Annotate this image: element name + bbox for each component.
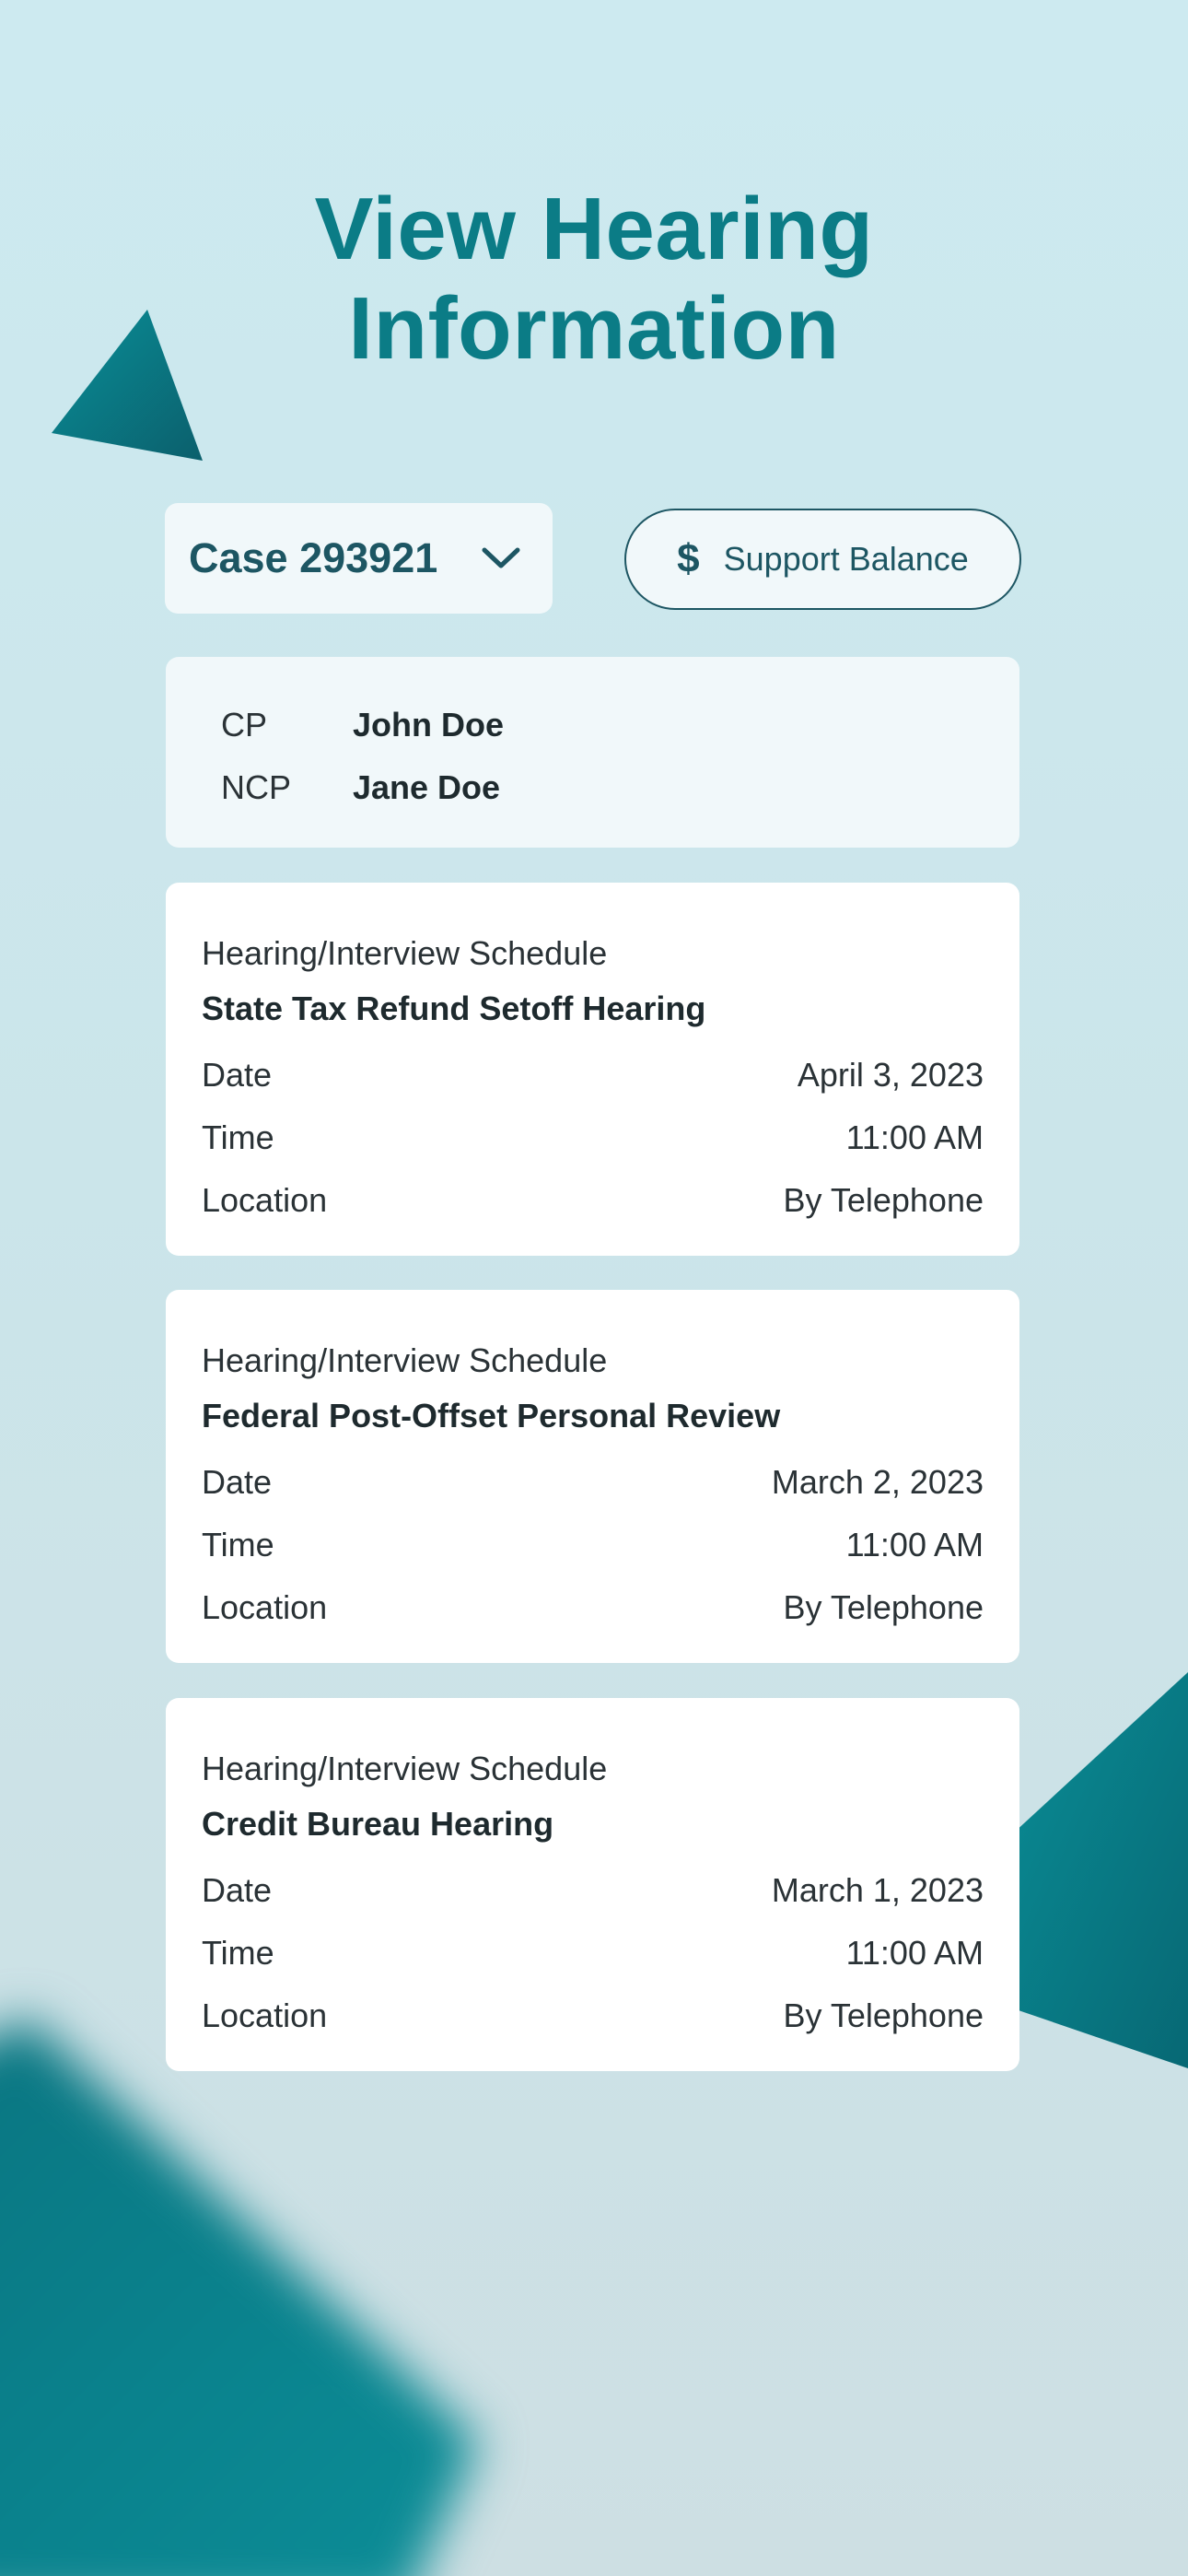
hearing-card[interactable] (166, 1698, 1019, 2071)
hearing-location-label: Location (202, 1181, 328, 1219)
hearing-location-row (202, 1576, 984, 1639)
hearing-card-kicker: Hearing/Interview Schedule (202, 1750, 608, 1787)
hearing-card[interactable] (166, 883, 1019, 1256)
party-role: CP (221, 706, 268, 744)
hearing-time-value: 11:00 AM (845, 1934, 984, 1972)
parties-card (166, 657, 1019, 848)
hearing-date-row (202, 1044, 984, 1107)
hearing-date-label: Date (202, 1871, 273, 1909)
party-name: Jane Doe (353, 768, 501, 806)
hearing-time-value: 11:00 AM (845, 1118, 984, 1156)
hearing-location-value: By Telephone (783, 1996, 984, 2034)
hearing-time-value: 11:00 AM (845, 1526, 984, 1563)
page-title-line-2: Information (348, 279, 840, 378)
hearing-date-value: March 1, 2023 (771, 1871, 984, 1909)
support-balance-button[interactable] (624, 509, 1021, 610)
hearing-card-kicker: Hearing/Interview Schedule (202, 1341, 608, 1379)
decorative-triangle-right (1013, 1672, 1188, 2068)
hearing-date-value: March 2, 2023 (771, 1463, 984, 1501)
party-name: John Doe (353, 706, 505, 744)
hearing-date-label: Date (202, 1463, 273, 1501)
page-title (0, 180, 1188, 379)
hearing-date-value: April 3, 2023 (797, 1056, 984, 1094)
hearing-time-row (202, 1514, 984, 1576)
hearing-time-row (202, 1107, 984, 1169)
hearing-date-row (202, 1451, 984, 1514)
hearing-location-value: By Telephone (783, 1181, 984, 1219)
party-row-cp (221, 694, 1019, 756)
case-selector-label: Case 293921 (189, 534, 438, 581)
page-title-line-1: View Hearing (314, 180, 874, 278)
hearing-card-title: Credit Bureau Hearing (202, 1805, 554, 1843)
hearing-card-title: Federal Post-Offset Personal Review (202, 1397, 781, 1434)
hearing-location-value: By Telephone (783, 1588, 984, 1626)
hearing-date-label: Date (202, 1056, 273, 1094)
hearing-location-label: Location (202, 1588, 328, 1626)
hearing-time-label: Time (202, 1118, 274, 1156)
dollar-icon: $ (677, 536, 700, 581)
hearing-date-row (202, 1859, 984, 1922)
hearing-card-title: State Tax Refund Setoff Hearing (202, 989, 706, 1027)
hearing-location-row (202, 1169, 984, 1232)
hearing-time-label: Time (202, 1934, 274, 1972)
hearing-location-label: Location (202, 1996, 328, 2034)
case-selector-dropdown[interactable] (165, 503, 553, 614)
hearing-location-row (202, 1985, 984, 2047)
hearing-time-row (202, 1922, 984, 1985)
hearing-time-label: Time (202, 1526, 274, 1563)
hearing-card[interactable] (166, 1290, 1019, 1663)
hearing-card-kicker: Hearing/Interview Schedule (202, 934, 608, 972)
chevron-down-icon (481, 545, 521, 571)
party-role: NCP (221, 768, 292, 806)
party-row-ncp (221, 756, 1019, 819)
support-balance-label: Support Balance (723, 540, 969, 578)
